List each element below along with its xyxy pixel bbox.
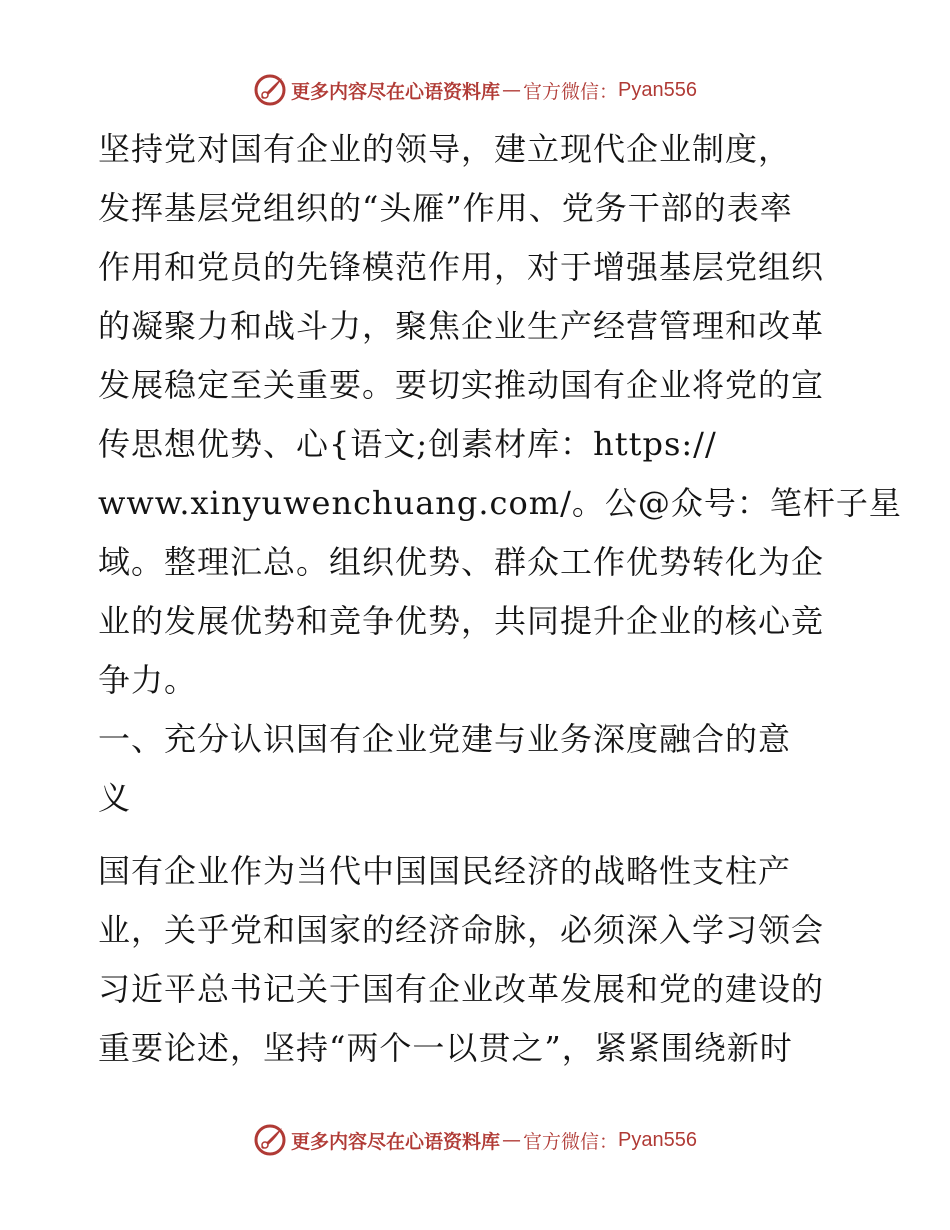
body-paragraph-2 <box>98 842 858 1078</box>
text-line: 坚持党对国有企业的领导，建立现代企业制度， <box>98 130 792 168</box>
banner-wechat-id: Pyan556 <box>618 1128 697 1151</box>
text-line: 业，关乎党和国家的经济命脉，必须深入学习领会 <box>98 911 825 949</box>
text-line: 域。整理汇总。组织优势、群众工作优势转化为企 <box>98 543 825 581</box>
text-line: 发挥基层党组织的“头雁”作用、党务干部的表率 <box>98 189 793 227</box>
header-banner <box>0 70 950 110</box>
text-line: www.xinyuwenchuang.com/。公@众号：笔杆子星 <box>98 484 902 522</box>
quill-logo-icon <box>253 73 287 107</box>
banner-wechat-label: 官方微信： <box>523 1130 619 1153</box>
section-heading-1 <box>98 710 858 828</box>
heading-line: 一、充分认识国有企业党建与业务深度融合的意 <box>98 720 792 758</box>
footer-banner <box>0 1120 950 1160</box>
banner-separator: — <box>502 1129 522 1151</box>
banner-wechat-label: 官方微信： <box>523 80 619 103</box>
text-line: 的凝聚力和战斗力，聚焦企业生产经营管理和改革 <box>98 307 825 345</box>
heading-line: 义 <box>98 779 132 817</box>
banner-separator: — <box>502 79 522 101</box>
quill-logo-icon <box>253 1123 287 1157</box>
body-paragraph-1 <box>98 120 902 710</box>
banner-brand-text: 更多内容尽在心语资料库 <box>291 1130 501 1153</box>
text-line: 传思想优势、心{语文;创素材库：https:// <box>98 425 717 463</box>
text-line: 作用和党员的先锋模范作用，对于增强基层党组织 <box>98 248 825 286</box>
text-line: 国有企业作为当代中国国民经济的战略性支柱产 <box>98 852 792 890</box>
text-line: 业的发展优势和竞争优势，共同提升企业的核心竞 <box>98 602 825 640</box>
text-line: 重要论述，坚持“两个一以贯之”，紧紧围绕新时 <box>98 1029 793 1067</box>
banner-brand-text: 更多内容尽在心语资料库 <box>291 80 501 103</box>
text-line: 习近平总书记关于国有企业改革发展和党的建设的 <box>98 970 825 1008</box>
text-line: 发展稳定至关重要。要切实推动国有企业将党的宣 <box>98 366 825 404</box>
text-line: 争力。 <box>98 661 198 699</box>
banner-wechat-id: Pyan556 <box>618 78 697 101</box>
